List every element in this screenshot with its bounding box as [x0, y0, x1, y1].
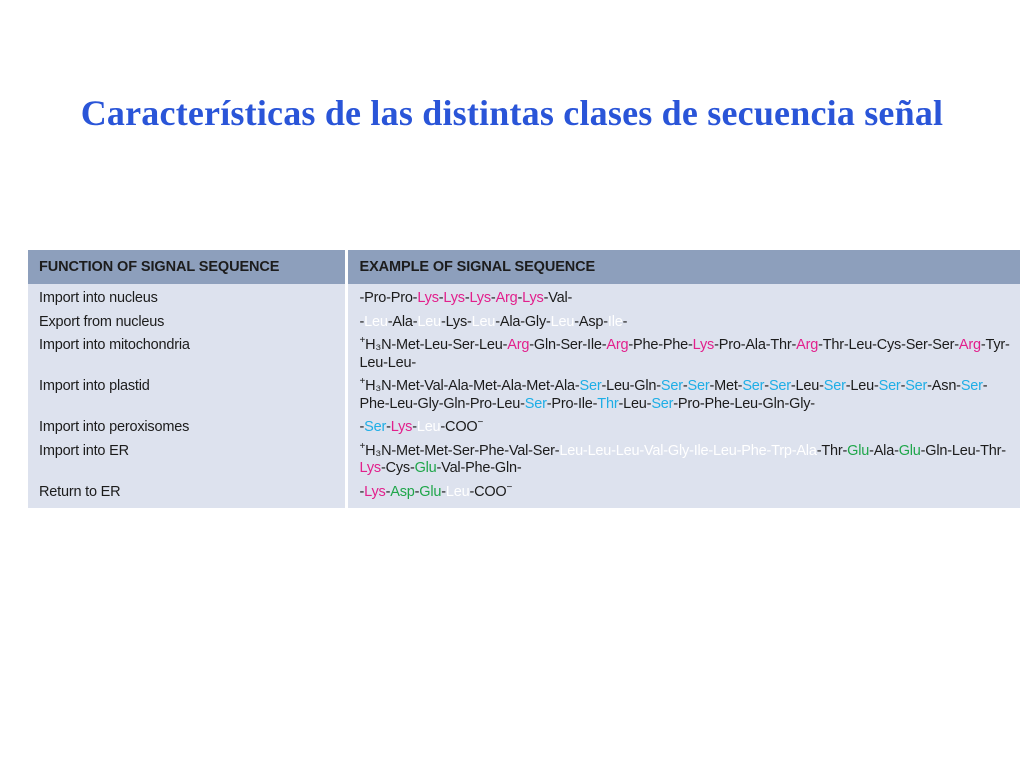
table-row: [28, 443, 1020, 484]
sequence-cell: [346, 337, 1020, 378]
table-row: [28, 284, 1020, 314]
function-cell: Import into peroxisomes: [28, 419, 346, 443]
sequence-text: -: [412, 419, 417, 435]
function-cell: Import into plastid: [28, 378, 346, 419]
highlighted-residue: Ser: [524, 395, 547, 412]
highlighted-residue: Ser: [660, 378, 683, 394]
highlighted-residue: Lys: [364, 483, 386, 500]
column-header-function: FUNCTION OF SIGNAL SEQUENCE: [28, 250, 346, 284]
highlighted-residue: Ser: [579, 378, 602, 394]
highlighted-residue: Ser: [742, 378, 765, 394]
sequence-text: -Gln-Leu-Thr-: [920, 442, 1006, 459]
sequence-text: -Leu-: [845, 378, 879, 394]
sequence-text: -: [764, 378, 769, 394]
highlighted-residue: Leu: [417, 313, 441, 330]
sequence-text: -Pro-Ile-: [546, 395, 598, 412]
function-cell: Export from nucleus: [28, 314, 346, 338]
highlighted-residue: Lys: [359, 460, 381, 476]
highlighted-residue: Arg: [796, 337, 819, 353]
highlighted-residue: Leu: [364, 313, 388, 330]
sequence-text: -Ala-Gly-: [495, 313, 551, 330]
highlighted-residue: Ile: [607, 313, 623, 330]
highlighted-residue: Ser: [823, 378, 846, 394]
sequence-text: -Ala-: [387, 313, 418, 330]
charge-superscript: +: [359, 376, 366, 388]
highlighted-residue: Arg: [606, 337, 629, 353]
sequence-text: H₃N-Met-Leu-Ser-Leu-: [365, 337, 508, 353]
sequence-text: -Asn-: [927, 378, 961, 394]
sequence-text: -Pro-Ala-Thr-: [714, 337, 797, 353]
sequence-text: -Phe-Leu-Gly-Gln-Pro-Leu-: [359, 378, 988, 412]
sequence-text: -: [359, 419, 365, 435]
charge-superscript: −: [506, 481, 513, 493]
sequence-text: -Cys-: [380, 460, 415, 476]
sequence-cell: [346, 314, 1020, 338]
sequence-text: -Pro-Pro-: [359, 290, 418, 306]
sequence-text: -: [385, 483, 391, 500]
table-header-row: [28, 250, 1020, 284]
signal-sequence-table: [28, 250, 1020, 508]
highlighted-residue: Lys: [522, 290, 544, 306]
sequence-text: -: [359, 313, 365, 330]
sequence-text: -Asp-: [574, 313, 608, 330]
table-row: [28, 419, 1020, 443]
highlighted-residue: Lys: [443, 290, 465, 306]
highlighted-residue: Glu: [898, 442, 921, 459]
highlighted-residue: Glu: [419, 483, 442, 500]
table-row: [28, 314, 1020, 338]
sequence-text: -COO: [440, 419, 478, 435]
highlighted-residue: Ser: [905, 378, 928, 394]
highlighted-residue: Lys: [692, 337, 715, 353]
highlighted-residue: Leu: [550, 313, 575, 330]
highlighted-residue: Lys: [417, 290, 439, 306]
sequence-text: H₃N-Met-Val-Ala-Met-Ala-Met-Ala-: [365, 378, 580, 394]
sequence-text: -: [414, 483, 420, 500]
sequence-text: -Val-Phe-Gln-: [436, 460, 522, 476]
sequence-text: -Met-: [709, 378, 743, 394]
function-cell: Import into mitochondria: [28, 337, 346, 378]
sequence-text: -: [464, 290, 470, 306]
table-row: [28, 378, 1020, 419]
highlighted-residue: Lys: [390, 419, 413, 435]
sequence-text: -Thr-: [816, 442, 848, 459]
sequence-cell: [346, 378, 1020, 419]
table-body: [28, 284, 1020, 508]
highlighted-residue: Ser: [878, 378, 901, 394]
highlighted-residue: Arg: [495, 290, 518, 306]
sequence-text: -Leu-: [790, 378, 824, 394]
highlighted-residue: Ser: [687, 378, 710, 394]
sequence-text: -: [622, 313, 628, 330]
function-cell: Import into nucleus: [28, 284, 346, 314]
sequence-cell: [346, 440, 1020, 484]
highlighted-residue: Leu: [471, 313, 496, 330]
sequence-text: -: [682, 378, 688, 394]
highlighted-residue: Glu: [414, 460, 437, 476]
sequence-text: -COO: [469, 483, 507, 500]
sequence-text: -: [517, 290, 523, 306]
sequence-text: -Pro-Phe-Leu-Gln-Gly-: [673, 395, 815, 412]
sequence-text: -: [490, 290, 496, 306]
sequence-cell: [346, 481, 1020, 509]
function-cell: Return to ER: [28, 484, 346, 509]
sequence-text: -Gln-Ser-Ile-: [529, 337, 607, 353]
highlighted-residue: Leu-Leu-Leu-Val-Gly-Ile-Leu-Phe-Trp-Ala: [559, 442, 817, 459]
sequence-text: -: [386, 419, 391, 435]
column-header-example: EXAMPLE OF SIGNAL SEQUENCE: [346, 250, 1020, 284]
charge-superscript: +: [359, 335, 366, 347]
table-row: [28, 337, 1020, 378]
sequence-text: -Lys-: [440, 313, 472, 330]
highlighted-residue: Leu: [445, 483, 470, 500]
sequence-text: H₃N-Met-Met-Ser-Phe-Val-Ser-: [365, 442, 560, 459]
slide-title: Características de las distintas clases de secuencia señal: [80, 93, 944, 133]
highlighted-residue: Lys: [469, 290, 491, 306]
sequence-text: -: [438, 290, 444, 306]
sequence-cell: [346, 419, 1020, 443]
highlighted-residue: Ser: [651, 395, 674, 412]
highlighted-residue: Ser: [364, 419, 387, 435]
sequence-text: -: [359, 483, 365, 500]
sequence-cell: [346, 284, 1020, 314]
sequence-text: -Leu-Gln-: [601, 378, 661, 394]
highlighted-residue: Asp: [390, 483, 415, 500]
sequence-text: -Ala-: [869, 442, 899, 459]
sequence-text: -: [900, 378, 906, 394]
highlighted-residue: Arg: [958, 337, 981, 353]
sequence-text: -Thr-Leu-Cys-Ser-Ser-: [818, 337, 959, 353]
sequence-text: -: [441, 483, 446, 500]
charge-superscript: −: [477, 417, 484, 429]
sequence-text: -Val-: [543, 290, 573, 306]
function-cell: Import into ER: [28, 443, 346, 484]
table-row: [28, 484, 1020, 509]
sequence-text: -Leu-: [618, 395, 652, 412]
highlighted-residue: Ser: [960, 378, 983, 394]
charge-superscript: +: [359, 440, 366, 452]
sequence-text: -Tyr-Leu-Leu-: [359, 337, 1010, 371]
highlighted-residue: Thr: [597, 395, 619, 412]
sequence-text: -Phe-Phe-: [628, 337, 693, 353]
highlighted-residue: Ser: [768, 378, 791, 394]
highlighted-residue: Glu: [847, 442, 870, 459]
highlighted-residue: Leu: [416, 419, 441, 435]
highlighted-residue: Arg: [507, 337, 530, 353]
